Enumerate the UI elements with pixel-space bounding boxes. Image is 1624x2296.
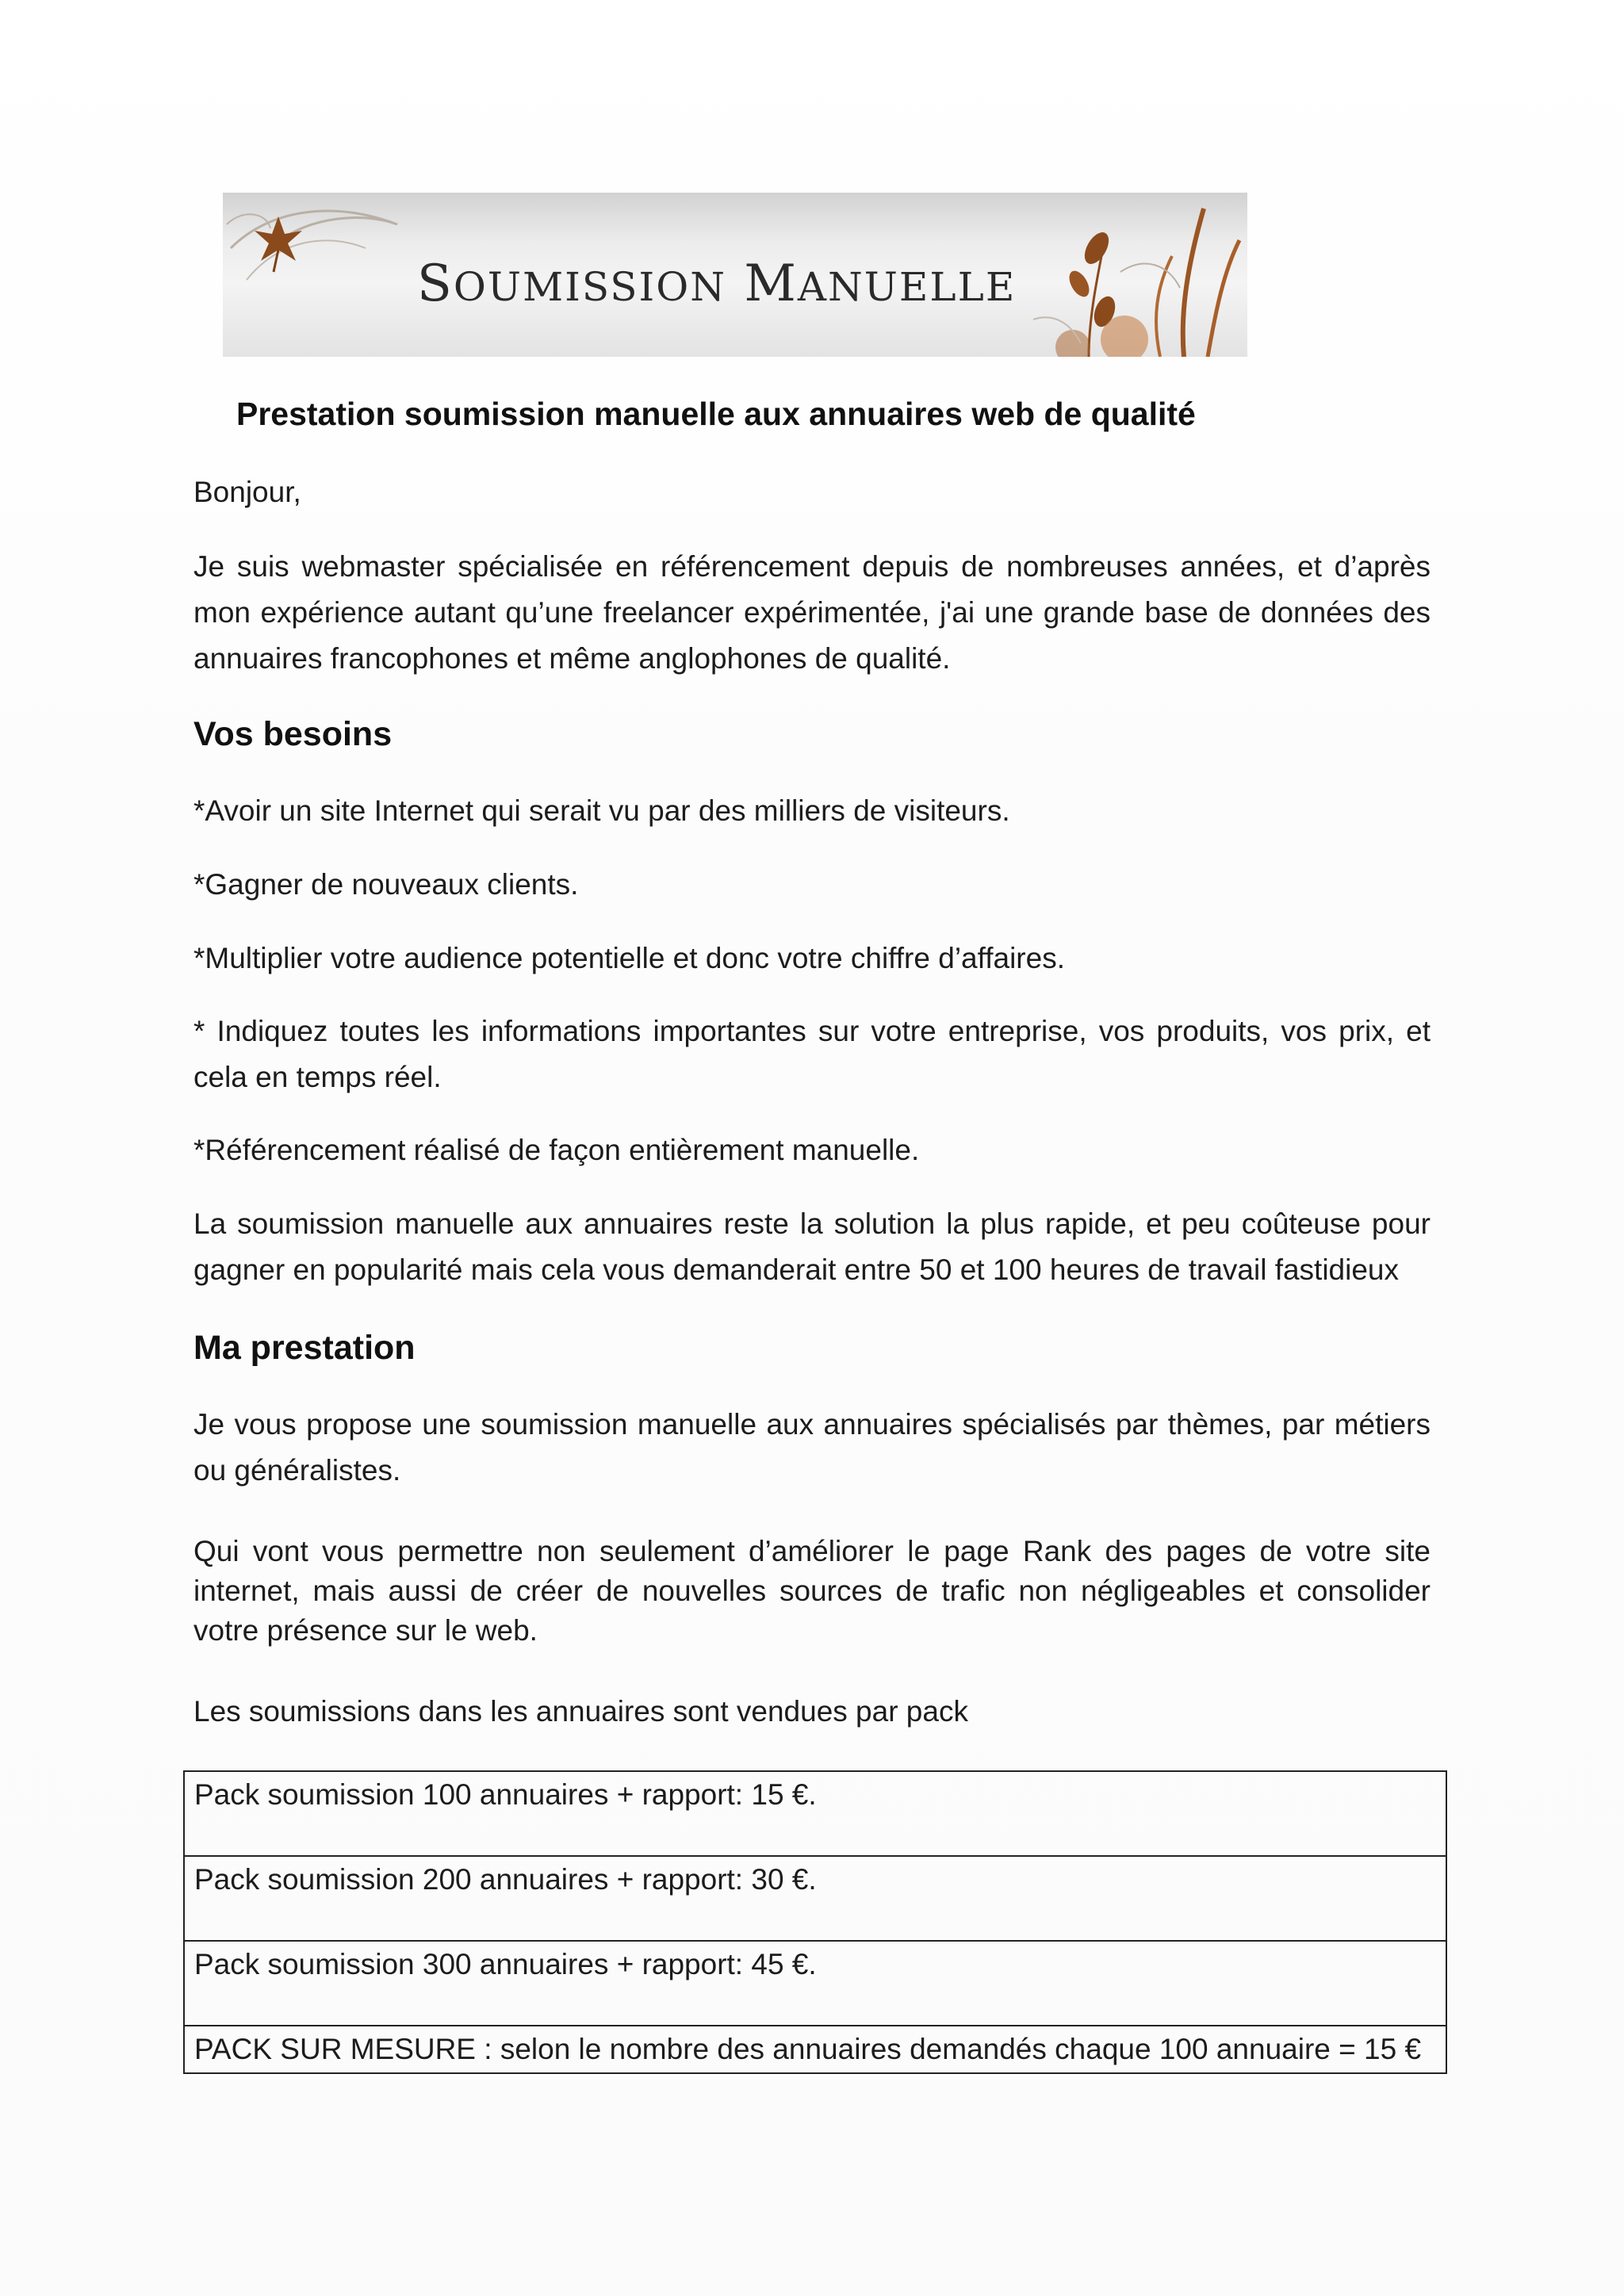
leaf-ornament-left-icon [223, 193, 429, 312]
section-heading-offer: Ma prestation [193, 1329, 416, 1367]
needs-item: * Indiquez toutes les informations importantes sur votre entreprise, vos produits, vos prix, et cela en temps réel. [193, 1015, 1431, 1093]
banner-title-word1: OUMISSION [453, 264, 727, 310]
table-row [184, 1856, 1446, 1941]
table-row [184, 1771, 1446, 1856]
pack-cell: PACK SUR MESURE : selon le nombre des annuaires demandés chaque 100 annuaire = 15 € [184, 2026, 1446, 2073]
needs-item: *Multiplier votre audience potentielle et donc votre chiffre d’affaires. [193, 942, 1065, 974]
banner-title-initial: S [417, 254, 454, 313]
greeting-text: Bonjour, [193, 476, 301, 508]
needs-item: *Gagner de nouveaux clients. [193, 868, 579, 901]
offer-paragraph: Les soumissions dans les annuaires sont vendues par pack [193, 1695, 968, 1728]
intro-paragraph: Je suis webmaster spécialisée en référencement depuis de nombreuses années, et d’après mon expérience autant qu’une freelancer expérimentée, j'ai une grande base de données des annuaires francophones et même anglophones de qualité. [193, 550, 1431, 675]
pack-table [183, 1770, 1447, 2074]
needs-item: *Avoir un site Internet qui serait vu par des milliers de visiteurs. [193, 794, 1010, 827]
offer-paragraph: Je vous propose une soumission manuelle aux annuaires spécialisés par thèmes, par métiers ou généralistes. [193, 1408, 1431, 1487]
banner-image [223, 193, 1247, 357]
table-row [184, 1941, 1446, 2026]
banner-title-initial-2: M [744, 254, 798, 313]
section-heading-needs: Vos besoins [193, 715, 393, 753]
foliage-ornament-right-icon [986, 193, 1247, 357]
banner-title-word2: ANUELLE [797, 264, 1017, 310]
pack-cell: Pack soumission 100 annuaires + rapport: 15 €. [184, 1771, 1446, 1856]
pack-cell: Pack soumission 200 annuaires + rapport: 30 €. [184, 1856, 1446, 1941]
pack-cell: Pack soumission 300 annuaires + rapport: 45 €. [184, 1941, 1446, 2026]
offer-paragraph: Qui vont vous permettre non seulement d’améliorer le page Rank des pages de votre site internet, mais aussi de créer de nouvelles sources de trafic non négligeables et consolider votre présence sur le web. [193, 1535, 1431, 1647]
table-row [184, 2026, 1446, 2073]
needs-item: *Référencement réalisé de façon entièrement manuelle. [193, 1134, 920, 1166]
page-title: Prestation soumission manuelle aux annuaires web de qualité [236, 396, 1196, 432]
needs-closing-paragraph: La soumission manuelle aux annuaires reste la solution la plus rapide, et peu coûteuse pour gagner en popularité mais cela vous demanderait entre 50 et 100 heures de travail fastidieux [193, 1207, 1431, 1286]
